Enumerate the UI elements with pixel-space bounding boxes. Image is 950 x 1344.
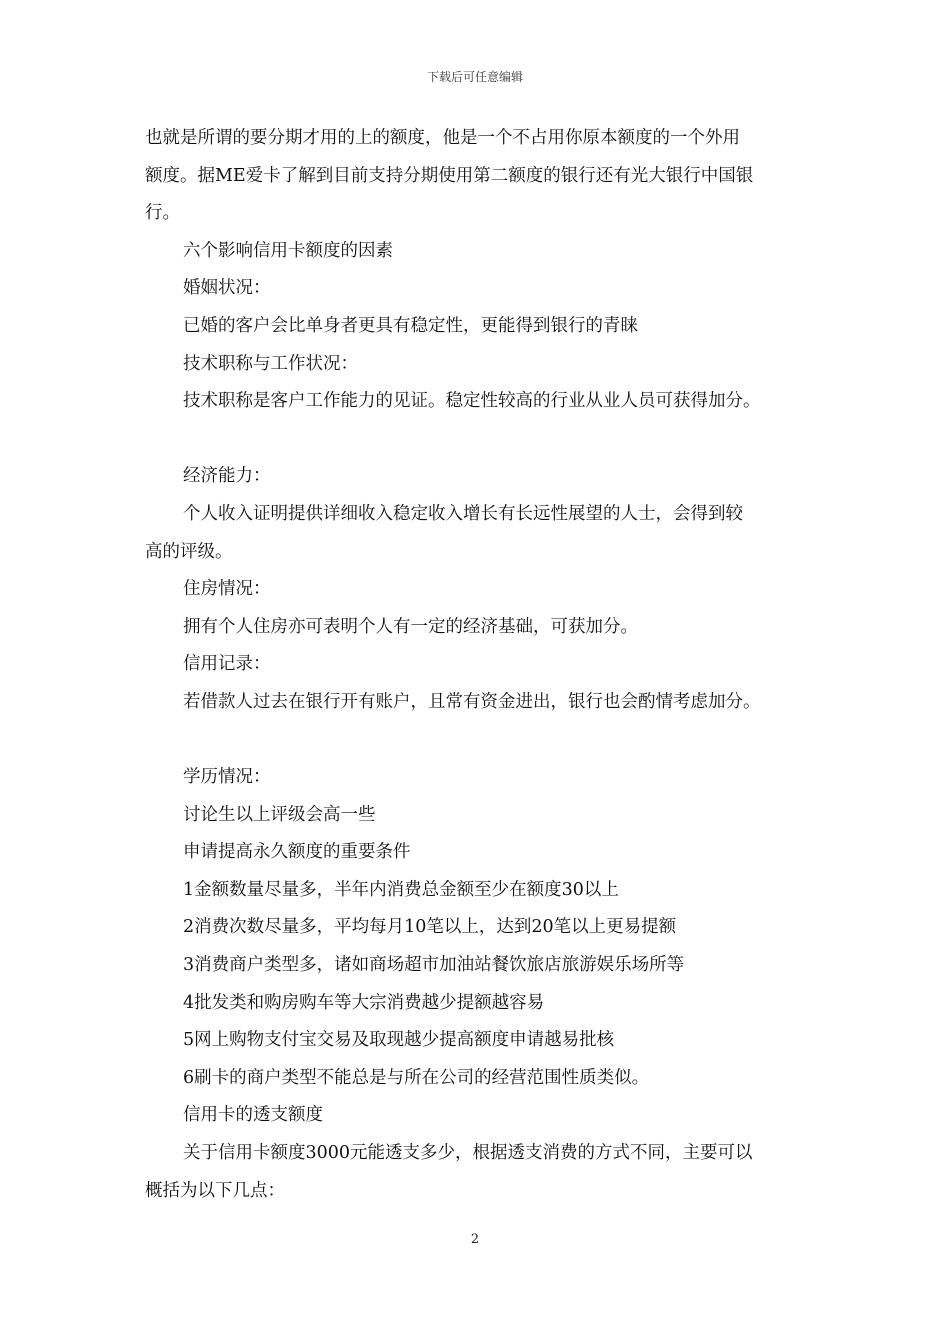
section-heading-factors: 六个影响信用卡额度的因素	[183, 240, 393, 261]
heading-marriage: 婚姻状况：	[183, 278, 271, 299]
condition-item: 2消费次数尽量多，平均每月10笔以上，达到20笔以上更易提额	[183, 917, 677, 938]
heading-conditions: 申请提高永久额度的重要条件	[183, 842, 411, 863]
document-body	[145, 120, 815, 1210]
text-education: 讨论生以上评级会高一些	[183, 804, 376, 825]
heading-overdraft: 信用卡的透支额度	[183, 1105, 323, 1126]
text-job-title: 技术职称是客户工作能力的见证。稳定性较高的行业从业人员可获得加分。	[183, 391, 761, 412]
paragraph-line: 行。	[145, 203, 180, 224]
condition-item: 5网上购物支付宝交易及取现越少提高额度申请越易批核	[183, 1030, 615, 1051]
condition-item: 6刷卡的商户类型不能总是与所在公司的经营范围性质类似。	[183, 1067, 650, 1088]
paragraph-line: 额度。据ME爱卡了解到目前支持分期使用第二额度的银行还有光大银行中国银	[145, 165, 754, 186]
heading-job-title: 技术职称与工作状况：	[183, 353, 358, 374]
heading-education: 学历情况：	[183, 767, 271, 788]
text-overdraft: 关于信用卡额度3000元能透支多少，根据透支消费的方式不同，主要可以	[183, 1143, 753, 1164]
page-header: 下载后可任意编辑	[426, 70, 523, 84]
heading-housing: 住房情况：	[183, 579, 271, 600]
text-economy: 个人收入证明提供详细收入稳定收入增长有长远性展望的人士，会得到较	[183, 503, 743, 524]
condition-item: 4批发类和购房购车等大宗消费越少提额越容易	[183, 992, 545, 1013]
heading-credit: 信用记录：	[183, 654, 271, 675]
condition-item: 3消费商户类型多，诸如商场超市加油站餐饮旅店旅游娱乐场所等	[183, 955, 685, 976]
page-number: 2	[470, 1232, 480, 1247]
heading-economy: 经济能力：	[183, 466, 271, 487]
text-credit: 若借款人过去在银行开有账户，且常有资金进出，银行也会酌情考虑加分。	[183, 691, 761, 712]
text-housing: 拥有个人住房亦可表明个人有一定的经济基础，可获加分。	[183, 616, 638, 637]
paragraph-line: 也就是所谓的要分期才用的上的额度，他是一个不占用你原本额度的一个外用	[145, 128, 740, 148]
text-overdraft-cont: 概括为以下几点：	[145, 1180, 285, 1201]
condition-item: 1金额数量尽量多，半年内消费总金额至少在额度30以上	[183, 879, 619, 900]
blank-line	[145, 722, 815, 760]
blank-line	[145, 421, 815, 459]
text-economy-cont: 高的评级。	[145, 541, 233, 562]
text-marriage: 已婚的客户会比单身者更具有稳定性，更能得到银行的青睐	[183, 315, 638, 336]
